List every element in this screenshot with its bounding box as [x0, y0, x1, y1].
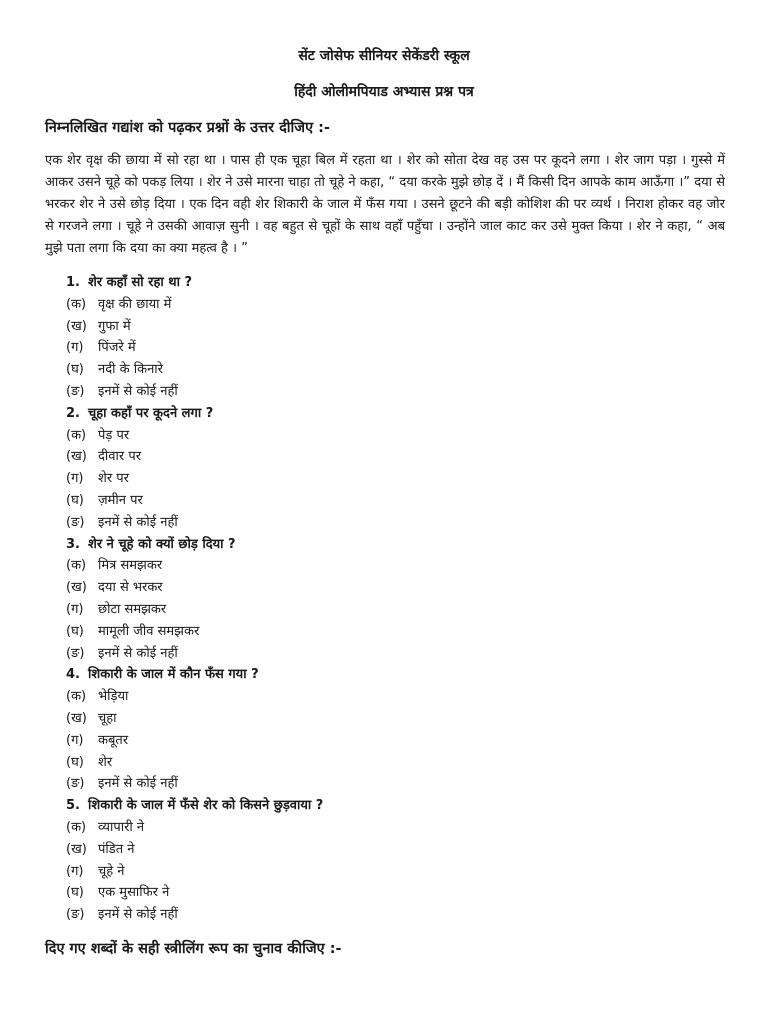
- option-item: [66, 752, 686, 774]
- option-item: [66, 381, 686, 403]
- option-text: कबूतर: [98, 732, 129, 748]
- question-1: [66, 272, 686, 294]
- question-text: शिकारी के जाल में फँसे शेर को किसने छुड़वाया ?: [88, 798, 324, 814]
- option-marker: (ङ): [66, 907, 85, 923]
- option-item: [66, 686, 686, 708]
- option-marker: (ग): [66, 732, 84, 748]
- option-text: व्यापारी ने: [98, 819, 145, 835]
- option-marker: (घ): [66, 362, 84, 378]
- option-text: इनमें से कोई नहीं: [98, 907, 178, 923]
- option-text: चूहा: [98, 710, 117, 726]
- option-text: शेर: [98, 754, 113, 770]
- option-item: [66, 446, 686, 468]
- option-text: नदी के किनारे: [98, 362, 163, 378]
- option-marker: (ख): [66, 580, 87, 596]
- option-item: [66, 708, 686, 730]
- option-marker: (ङ): [66, 776, 85, 792]
- question-text: शिकारी के जाल में कौन फँस गया ?: [88, 667, 259, 683]
- option-marker: (ख): [66, 710, 87, 726]
- option-text: छोटा समझकर: [98, 601, 167, 617]
- question-number: 5.: [66, 798, 80, 814]
- option-item: [66, 577, 686, 599]
- option-item: [66, 773, 686, 795]
- question-number: 2.: [66, 405, 80, 421]
- option-marker: (क): [66, 689, 87, 705]
- question-text: शेर ने चूहे को क्यों छोड़ दिया ?: [88, 536, 236, 552]
- option-text: इनमें से कोई नहीं: [98, 776, 178, 792]
- option-marker: (घ): [66, 885, 84, 901]
- option-text: मित्र समझकर: [98, 558, 163, 574]
- option-item: [66, 555, 686, 577]
- option-marker: (क): [66, 296, 87, 312]
- option-item: [66, 599, 686, 621]
- option-item: [66, 425, 686, 447]
- option-text: इनमें से कोई नहीं: [98, 383, 178, 399]
- option-item: [66, 316, 686, 338]
- option-item: [66, 904, 686, 926]
- passage-text: एक शेर वृक्ष की छाया में सो रहा था । पास ही एक चूहा बिल में रहता था । शेर को सोता देख वह उस पर कूदने लगा । शेर जाग पड़ा । गुस्से में आकर उसने चूहे को पकड़ लिया । शेर ने उसे मारना चाहा तो चूहे ने कहा, “ दया करके मुझे छोड़ दें । मैं किसी दिन आपके काम आऊँगा ।” दया से भरकर शेर ने उसे छोड़ दिया । एक दिन वही शेर शिकारी के जाल में फँस गया । उसने छूटने की बड़ी कोशिश की पर व्यर्थ । निराश होकर वह जोर से गरजने लगा । चूहे ने उसकी आवाज़ सुनी । वह बहुत से चूहों के साथ वहाँ पहुँचा । उन्होंने जाल काट कर उसे मुक्त किया । शेर ने कहा, “ अब मुझे पता लगा कि दया का क्या महत्व है । ”: [45, 153, 725, 256]
- option-item: [66, 512, 686, 534]
- option-marker: (ङ): [66, 514, 85, 530]
- option-marker: (ख): [66, 841, 87, 857]
- option-marker: (ख): [66, 449, 87, 465]
- option-marker: (घ): [66, 754, 84, 770]
- option-text: पेड़ पर: [98, 427, 130, 443]
- question-5: [66, 795, 686, 817]
- option-text: इनमें से कोई नहीं: [98, 514, 178, 530]
- option-item: [66, 621, 686, 643]
- option-text: दीवार पर: [98, 449, 142, 465]
- option-text: एक मुसाफिर ने: [98, 885, 170, 901]
- option-item: [66, 359, 686, 381]
- option-marker: (ग): [66, 863, 84, 879]
- option-text: दया से भरकर: [98, 580, 163, 596]
- option-marker: (ङ): [66, 383, 85, 399]
- option-text: वृक्ष की छाया में: [98, 296, 172, 312]
- school-name: सेंट जोसेफ सीनियर सेकेंडरी स्कूल: [298, 48, 470, 64]
- option-text: चूहे ने: [98, 863, 125, 879]
- option-text: पंडित ने: [98, 841, 135, 857]
- option-marker: (ग): [66, 471, 84, 487]
- question-2: [66, 403, 686, 425]
- option-text: इनमें से कोई नहीं: [98, 645, 178, 661]
- question-number: 3.: [66, 536, 80, 552]
- option-item: [66, 468, 686, 490]
- option-text: शेर पर: [98, 471, 129, 487]
- option-marker: (क): [66, 558, 87, 574]
- option-item: [66, 337, 686, 359]
- option-text: गुफा में: [98, 318, 131, 334]
- section2-heading: दिए गए शब्दों के सही स्त्रीलिंग रूप का चुनाव कीजिए :-: [45, 941, 342, 957]
- option-text: मामूली जीव समझकर: [98, 623, 200, 639]
- option-marker: (ग): [66, 340, 84, 356]
- option-marker: (ग): [66, 601, 84, 617]
- option-item: [66, 490, 686, 512]
- option-text: ज़मीन पर: [98, 492, 143, 508]
- option-item: [66, 839, 686, 861]
- paper-title: हिंदी ओलीमपियाड अभ्यास प्रश्न पत्र: [294, 84, 474, 100]
- question-text: शेर कहाँ सो रहा था ?: [88, 275, 192, 290]
- instruction-heading: निम्नलिखित गद्यांश को पढ़कर प्रश्नों के उत्तर दीजिए :-: [45, 120, 330, 136]
- question-4: [66, 664, 686, 686]
- option-text: पिंजरे में: [98, 340, 136, 356]
- option-item: [66, 861, 686, 883]
- question-number: 1.: [66, 275, 80, 290]
- option-marker: (घ): [66, 492, 84, 508]
- option-item: [66, 817, 686, 839]
- question-3: [66, 534, 686, 556]
- option-item: [66, 730, 686, 752]
- option-item: [66, 643, 686, 665]
- question-text: चूहा कहाँ पर कूदने लगा ?: [88, 405, 214, 421]
- option-item: [66, 882, 686, 904]
- question-list: [66, 272, 686, 926]
- option-marker: (ङ): [66, 645, 85, 661]
- option-marker: (क): [66, 427, 87, 443]
- question-number: 4.: [66, 667, 80, 683]
- option-marker: (ख): [66, 318, 87, 334]
- option-text: भेड़िया: [98, 689, 129, 705]
- option-marker: (क): [66, 819, 87, 835]
- option-marker: (घ): [66, 623, 84, 639]
- option-item: [66, 294, 686, 316]
